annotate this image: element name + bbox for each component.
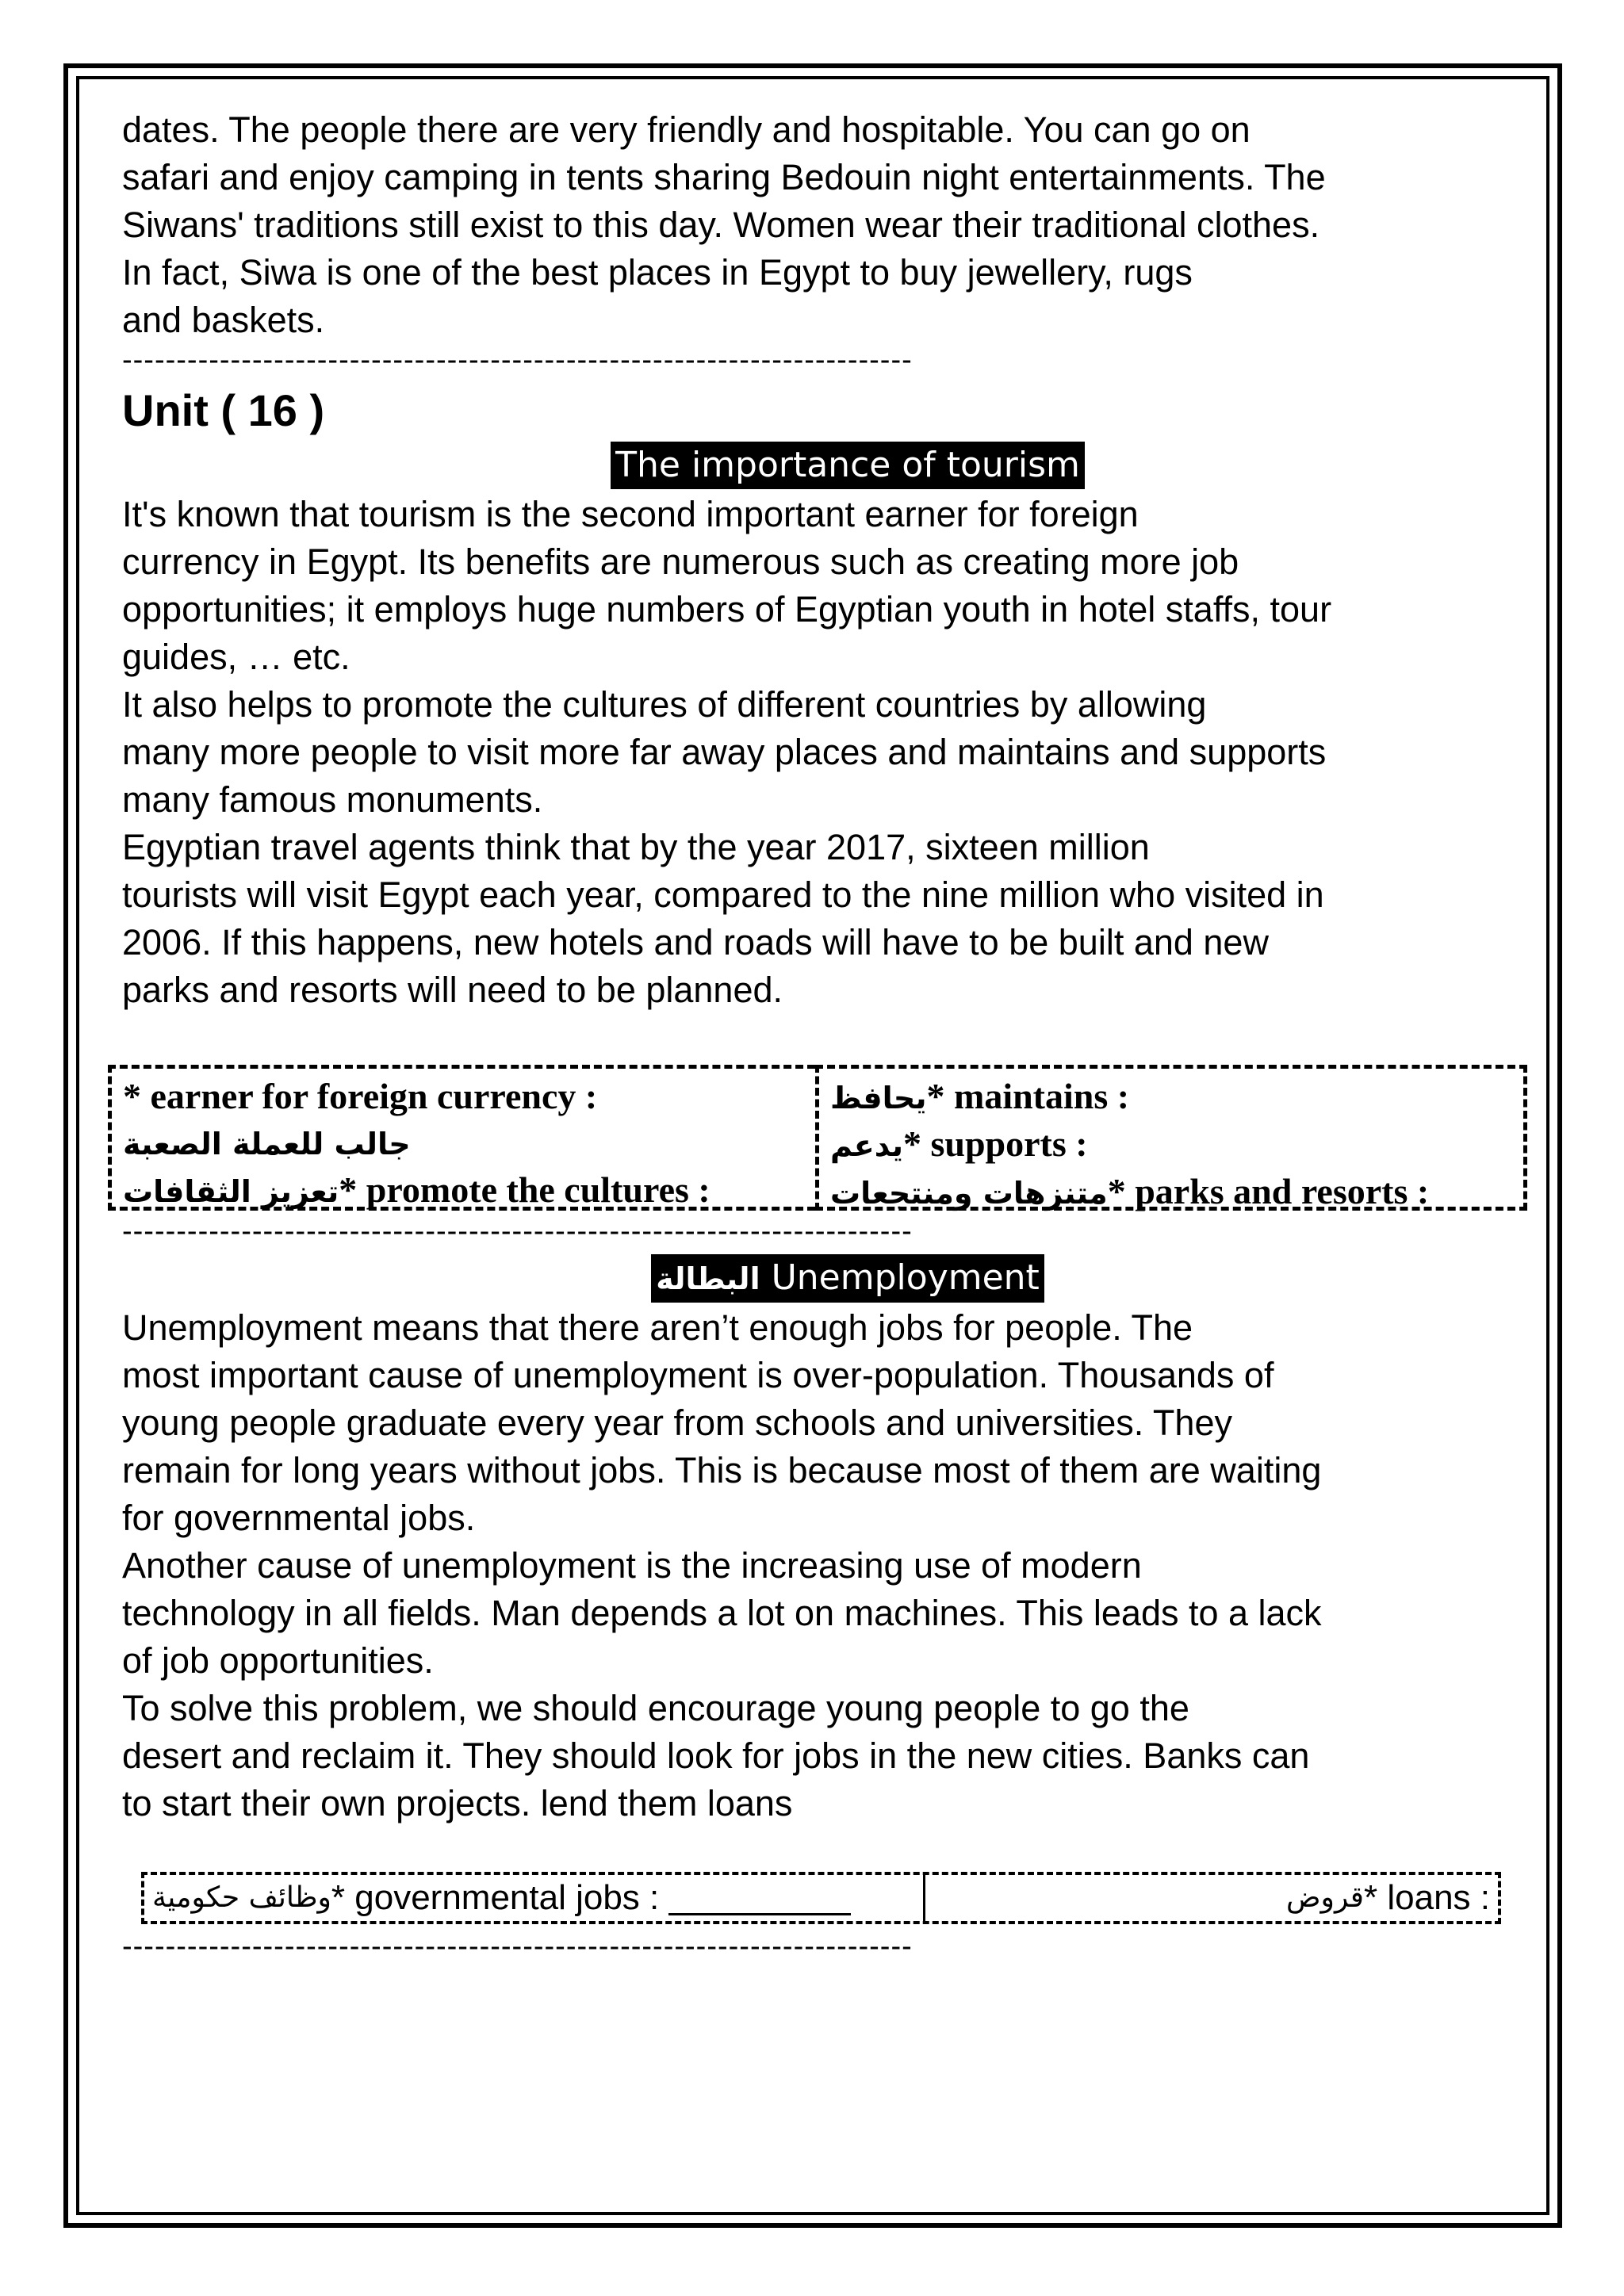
unemployment-vocab-box [141,1872,1501,1924]
text-line: It also helps to promote the cultures of different countries by allowing [122,684,1207,725]
vocab-translation: وظائف حكومية [152,1881,331,1914]
vocab-entry [123,1073,804,1119]
vocab-translation: قروض [1286,1881,1365,1914]
tourism-title-wrap [122,441,1526,489]
vocab-entry [830,1121,1512,1169]
text-line: for governmental jobs. [122,1498,476,1538]
unemployment-title [651,1254,1044,1303]
tourism-title: The importance of tourism [611,442,1085,489]
text-line: Another cause of unemployment is the increasing use of modern [122,1545,1142,1586]
vocab-term: * loans : [1364,1878,1490,1917]
text-line: Siwans' traditions still exist to this day. Women wear their traditional clothes. [122,205,1320,245]
text-line: safari and enjoy camping in tents sharing Bedouin night entertainments. The [122,157,1326,197]
vocab-entry [830,1073,1512,1121]
unemployment-title-wrap [122,1253,1526,1303]
text-line: of job opportunities. [122,1640,434,1681]
document-content [122,106,1526,1962]
vocab-cell-right [925,1875,1498,1921]
unit-heading: Unit ( 16 ) [122,385,325,435]
vocab-translation: يحافظ [830,1081,927,1115]
vocab-cell-left [144,1875,925,1921]
vocab-entry [123,1119,804,1167]
text-line: It's known that tourism is the second important earner for foreign [122,494,1139,534]
text-line: young people graduate every year from schools and universities. They [122,1402,1232,1443]
vocab-column-left [108,1065,815,1211]
section-separator: ------------------------------------------------------------------------- [122,1215,913,1247]
text-line: many famous monuments. [122,779,543,820]
answer-blank [668,1881,851,1915]
vocab-translation: جالب للعملة الصعبة [123,1127,411,1161]
text-line: remain for long years without jobs. This is because most of them are waiting [122,1450,1322,1490]
intro-paragraph [122,106,1526,344]
text-line: To solve this problem, we should encourage young people to go the [122,1688,1189,1728]
tourism-paragraph [122,491,1526,1014]
vocab-entry [123,1167,804,1215]
vocab-term: * parks and resorts : [1107,1171,1430,1211]
text-line: guides, … etc. [122,637,350,677]
vocab-translation: متنزهات ومنتجعات [830,1176,1108,1211]
text-line: Egyptian travel agents think that by the year 2017, sixteen million [122,827,1150,867]
tourism-vocab-box [108,1065,1527,1211]
vocab-term: * maintains : [926,1076,1130,1116]
unemployment-title-ar: البطالة [656,1261,760,1296]
section-separator: ------------------------------------------------------------------------- [122,344,913,376]
text-line: dates. The people there are very friendly and hospitable. You can go on [122,109,1251,150]
text-line: In fact, Siwa is one of the best places in Egypt to buy jewellery, rugs [122,252,1193,293]
unemployment-paragraph [122,1304,1526,1827]
unemployment-title-en: Unemployment [771,1257,1040,1298]
vocab-translation: يدعم [830,1128,903,1163]
vocab-column-right [815,1065,1527,1211]
text-line: currency in Egypt. Its benefits are numerous such as creating more job [122,541,1239,582]
text-line: Unemployment means that there aren’t enough jobs for people. The [122,1307,1193,1348]
text-line: many more people to visit more far away places and maintains and supports [122,732,1327,772]
vocab-term: * governmental jobs : [331,1878,660,1917]
text-line: and baskets. [122,300,325,340]
text-line: technology in all fields. Man depends a lot on machines. This leads to a lack [122,1593,1322,1633]
text-line: to start their own projects. lend them loans [122,1783,793,1823]
vocab-term: * earner for foreign currency : [123,1076,598,1116]
text-line: opportunities; it employs huge numbers of Egyptian youth in hotel staffs, tour [122,589,1332,629]
vocab-term: * supports : [902,1123,1088,1164]
text-line: most important cause of unemployment is over-population. Thousands of [122,1355,1274,1395]
text-line: desert and reclaim it. They should look for jobs in the new cities. Banks can [122,1735,1310,1776]
vocab-entry [830,1169,1512,1216]
text-line: 2006. If this happens, new hotels and roads will have to be built and new [122,922,1269,962]
text-line: parks and resorts will need to be planned. [122,970,783,1010]
section-separator: ------------------------------------------------------------------------- [122,1931,913,1962]
vocab-term: * promote the cultures : [339,1169,710,1210]
vocab-translation: تعزيز الثقافات [123,1174,339,1209]
text-line: tourists will visit Egypt each year, compared to the nine million who visited in [122,874,1324,915]
